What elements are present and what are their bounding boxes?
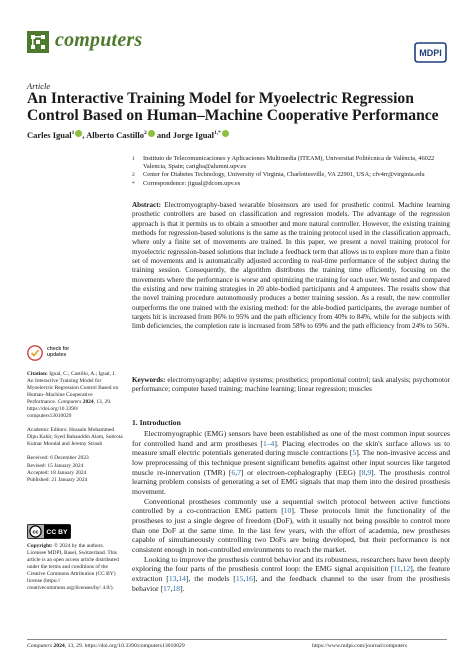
footer-divider (27, 639, 447, 640)
date-accepted: Accepted: 18 January 2024 (27, 469, 87, 476)
author-name: Carles Igual (27, 130, 72, 140)
citation-journal: Computers (57, 399, 82, 406)
copyright (27, 543, 123, 592)
abstract-label: Abstract: (132, 201, 161, 209)
body-text-run: ] or electroen-cephalography (EEG) [ (240, 467, 362, 477)
citation (27, 371, 123, 420)
author-name: Jorge Igual (172, 130, 215, 140)
cc-by-license-icon[interactable] (27, 524, 71, 539)
body-text-run: , (176, 573, 179, 583)
abstract (132, 201, 450, 332)
footer-journal: Computers (27, 643, 52, 649)
body-text-run: ]. The non-invasive access and low preprocessing of this technique present significant benefits against other input sources like targeted muscle re-innervation (TMR) [ (132, 448, 451, 477)
citation-label: Citation: (27, 371, 48, 377)
citation-link[interactable]: 14 (178, 573, 186, 583)
keywords-label: Keywords: (132, 376, 166, 384)
paragraph (132, 555, 450, 594)
affiliation (132, 155, 452, 171)
citation-doi[interactable]: , 13, 29. https://doi.org/10.3390/ computers13010029 (27, 399, 112, 420)
date-revised: Revised: 15 January 2024 (27, 462, 84, 469)
orcid-icon[interactable] (148, 130, 155, 137)
affiliation-number: 1 (132, 156, 135, 162)
affiliation-text: Correspondence: jigual@dcom.upv.es (143, 179, 241, 187)
author-separator: , (82, 130, 87, 140)
author-affiliation-mark: 2 (144, 130, 147, 137)
journal-name: computers (55, 29, 143, 51)
affiliation-text: Center for Diabetes Technology, University of Virginia, Charlottesville, VA 22901, USA; cfv4rr@virginia.edu (143, 171, 425, 179)
keywords (132, 376, 450, 395)
affiliation-text: Instituto de Telecomunicaciones y Aplicaciones Multimedia (ITEAM), Universitat Politècnica de València, 46022 Valencia, Spain; carigba@alumni.upv.es (143, 155, 435, 171)
date-received: Received: 6 December 2023 (27, 455, 89, 462)
body-text-run: ], and the feedback channel to the user from the prosthesis behavior [ (132, 573, 450, 593)
body-text-run: ]. These protocols limit the functionality of the prostheses to just a single degree of freedom (DoF), with it usually not being possible to control more than one DoF at the same time. In the last few years, with the effort of academia, new prostheses capable of simultaneously controlling two DoFs are being developed, but their performance is not consistent enough in non-controlled environments to reach the market. (132, 506, 450, 554)
svg-text:cc: cc (32, 529, 39, 536)
body-text-run: Looking to improve the prosthesis control behavior and its robustness, researchers have been deeply exploring the four parts of the prosthesis control loop: the EMG signal acquisition [ (132, 554, 450, 574)
affiliation (132, 171, 452, 179)
affiliation-number: 2 (132, 172, 135, 179)
section-heading: 1. Introduction (132, 418, 181, 427)
affiliations (132, 155, 452, 188)
mdpi-logo[interactable] (414, 42, 447, 64)
citation-link[interactable]: 10 (283, 506, 292, 516)
abstract-text: Electromyography-based wearable biosensors are used for prosthetic control. Machine learning prosthetic controllers are based on classification and regression models. The advantage of the regression approach is that it permits us to obtain a smoother and more natural controller. However, the existing training methods for regression-based solutions is the same as the training protocol used in the classification approach, where only a finite set of movements are trained. In this paper, we present a novel training protocol for myoelectric regression-based solutions that include a feedback term that allows us to explore more than a finite set of movements and is automatically adjusted according to real-time performance of the subject during the training session. Consequently, the algorithm distributes the training time efficiently, focusing on the movements where the performance is worse and optimizing the training for each user. We tested and compared the existing and new training strategies in 20 able-bodied participants and 4 amputees. The results show that the novel training procedure autonomously produces a better training session. As a result, the new controller outperforms the one trained with the existing method: for the able-bodied participants, the average number of targets hit is increased from 86% to 95% and the path efficiency from 40% to 84%, while for the subjects with limb deficiencies, the completion rate is increased from 58% to 69% and the path efficiency from 24% to 56%. (132, 201, 451, 331)
date-published: Published: 21 January 2024 (27, 476, 88, 483)
citation-link[interactable]: 11 (393, 564, 401, 574)
check-updates-icon (27, 345, 43, 361)
citation-link[interactable]: 18 (172, 583, 181, 593)
body-text-run: , (400, 564, 403, 574)
introduction-body (132, 429, 450, 593)
footer-citation (27, 643, 185, 649)
paper-title: An Interactive Training Model for Myoelectric Regression Control Based on Human–Machine Cooperative Performance (27, 90, 439, 124)
computers-journal-icon (27, 31, 49, 53)
citation-link[interactable]: 12 (402, 564, 411, 574)
body-text-run: ], the models [ (185, 573, 236, 583)
citation-link[interactable]: 13 (168, 573, 177, 583)
check-for-updates-button[interactable] (27, 344, 87, 368)
body-text-run: ]. Placing electrodes on the skin's surface allows us to measure small electric potentials generated during muscle contractions [ (132, 438, 450, 458)
author-affiliation-mark: 1,* (214, 130, 221, 137)
author-name: Alberto Castillo (86, 130, 144, 140)
mdpi-logo-text: MDPI (419, 48, 442, 58)
footer-doi[interactable]: , 13, 29. https://doi.org/10.3390/computers13010029 (64, 643, 185, 649)
body-text-run: Electromyographic (EMG) sensors have been established as one of the most common input sources for controlled hand and arm prostheses [ (132, 429, 450, 448)
citation-year: 2024 (82, 399, 94, 406)
body-text-run: , (243, 573, 246, 583)
citation-link[interactable]: 5 (352, 448, 357, 458)
citation-link[interactable]: 8 (361, 467, 366, 477)
dates (27, 455, 123, 483)
author-separator: and (154, 130, 173, 140)
citation-link[interactable]: 1–4 (262, 438, 275, 448)
citation-text: Igual, C.; Castillo, A.; Igual, J. An Interactive Training Model for Myoelectric Regression Control Based on Human–Machine Cooperative Performance. (27, 371, 119, 406)
keywords-text: electromyography; adaptive systems; prosthetics; proportional control; task analysis; psychomotor performance; computer based training; machine learning; linear regression; muscles (132, 376, 450, 394)
orcid-icon[interactable] (222, 130, 229, 137)
copyright-text: © 2024 by the authors. Licensee MDPI, Basel, Switzerland. This article is an open access article distributed under the terms and conditions of the Creative Commons Attribution (CC BY) license (https:// creativecommons.org/licenses/by/ 4.0/). (27, 543, 119, 592)
footer-journal-link[interactable]: https://www.mdpi.com/journal/computers (312, 643, 408, 649)
body-text-run: ], the feature extraction [ (132, 564, 450, 583)
cc-by-label: CC BY (46, 529, 68, 536)
paragraph (132, 429, 450, 497)
paragraph (132, 497, 450, 555)
article-type: Article (27, 81, 51, 91)
citation-link[interactable]: 17 (163, 583, 171, 593)
citation-link[interactable]: 15 (235, 573, 244, 583)
copyright-label: Copyright: (27, 543, 53, 549)
body-text-run: , (365, 467, 368, 477)
body-text-run: ]. The prosthesis control learning problem consists of generating a set of EMG signals that map them into the desired prosthesis movement. (132, 467, 450, 496)
academic-editors: Academic Editors: Hussain Mohammed Dipu Kabir, Syed Bahauddin Alam, Subrota Kumar Mondal and Jeremy Straub (27, 427, 123, 448)
body-text-run: , (235, 467, 238, 477)
sidebar (27, 371, 123, 491)
body-text-run: , (170, 583, 173, 593)
affiliation-number: * (132, 180, 135, 187)
body-text-run: ]. (180, 583, 185, 593)
citation-link[interactable]: 6 (231, 467, 236, 477)
affiliation (132, 180, 452, 188)
footer-year: 2024 (53, 643, 65, 649)
citation-link[interactable]: 16 (245, 573, 253, 583)
author-list (27, 130, 229, 140)
citation-link[interactable]: 7 (237, 467, 241, 477)
check-updates-label: check for updates (47, 346, 70, 358)
author-affiliation-mark: 1 (71, 130, 75, 137)
citation-link[interactable]: 9 (367, 467, 372, 477)
body-text-run: Conventional prostheses commonly use a sequential switch protocol between active functions controlled by a co-contraction EMG pattern [ (132, 496, 450, 516)
